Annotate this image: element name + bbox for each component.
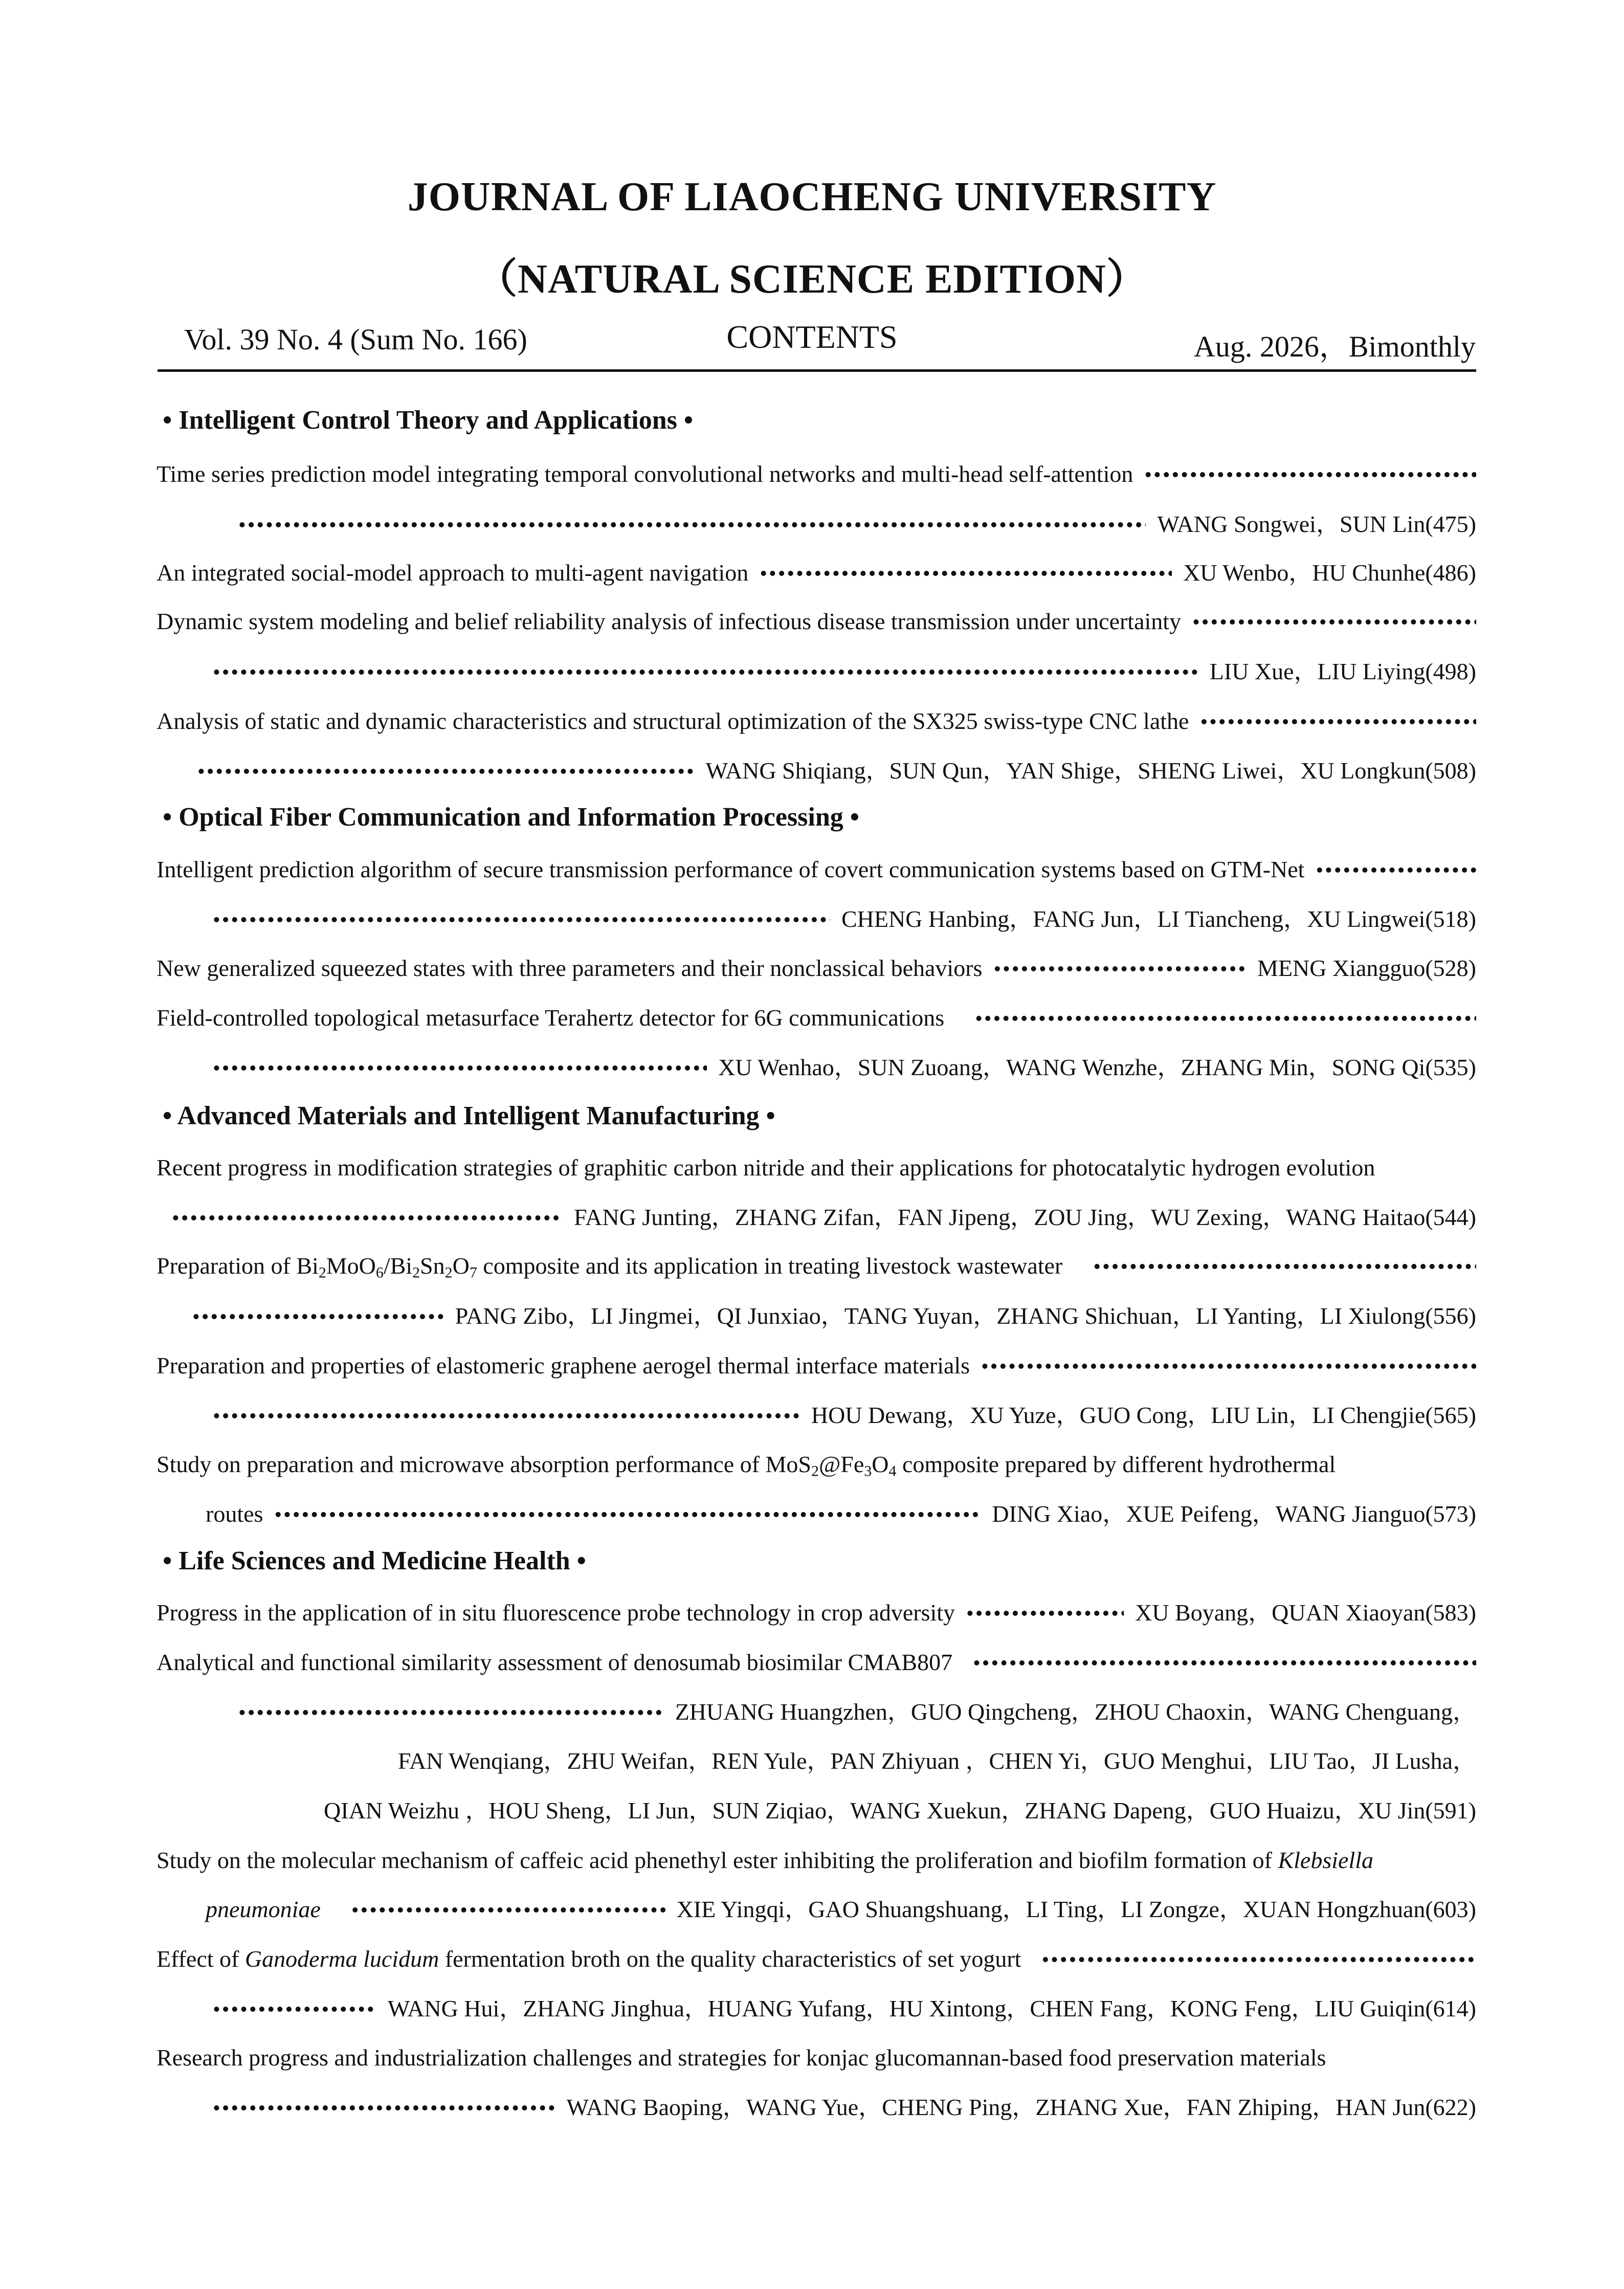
volume-info: Vol. 39 No. 4 (Sum No. 166): [184, 323, 527, 356]
leader-dots: [238, 1695, 664, 1731]
article-title-line: [157, 1150, 1476, 1186]
leader-dots: [213, 1398, 800, 1434]
article-authors: PANG Zibo，LI Jingmei，QI Junxiao，TANG Yuyan，ZHANG Shichuan，LI Yanting，LI Xiulong(556): [455, 1303, 1476, 1329]
article-title: Preparation of $Bi_2MoO_6/Bi_2Sn_2O_7$ composite and its application in treating livestock wastewater: [157, 1253, 1063, 1281]
leader-dots: [966, 1596, 1124, 1632]
leader-dots: [213, 902, 830, 938]
leader-dots: [213, 1051, 707, 1086]
article-authors: WANG Baoping，WANG Yue，CHENG Ping，ZHANG Xue，FAN Zhiping，HAN Jun(622): [566, 2094, 1476, 2120]
article-authors: CHENG Hanbing，FANG Jun，LI Tiancheng，XU Lingwei(518): [841, 906, 1476, 932]
article-authors: DING Xiao，XUE Peifeng，WANG Jianguo(573): [992, 1501, 1476, 1527]
leader-dots: [192, 1299, 444, 1335]
article-authors-line: [157, 654, 1476, 690]
leader-dots: [197, 754, 695, 790]
article-title-line: [157, 1842, 1476, 1878]
article-authors-line: [157, 753, 1476, 789]
article-title: Time series prediction model integrating temporal convolutional networks and multi-head self-attention: [157, 461, 1133, 487]
article-title-continued: routes: [206, 1501, 263, 1527]
article-title: Intelligent prediction algorithm of secure transmission performance of covert communication systems based on GTM-Net: [157, 856, 1305, 882]
article-authors-line: [157, 1991, 1476, 2027]
article-title-line: [157, 456, 1476, 492]
section-heading: • Optical Fiber Communication and Information Processing •: [163, 803, 859, 832]
article-title: Dynamic system modeling and belief reliability analysis of infectious disease transmission under uncertainty: [157, 608, 1182, 634]
article-authors-line: [157, 1892, 1476, 1927]
article-title: Effect of Ganoderma lucidum fermentation broth on the quality characteristics of set yogurt: [157, 1946, 1021, 1972]
article-line: [157, 555, 1476, 591]
article-authors: QIAN Weizhu ，HOU Sheng，LI Jun，SUN Ziqiao，WANG Xuekun，ZHANG Dapeng，GUO Huaizu，XU Jin(591): [324, 1797, 1476, 1824]
article-authors: MENG Xiangguo(528): [1257, 955, 1476, 981]
leader-dots: [975, 1001, 1476, 1037]
leader-dots: [213, 2091, 555, 2126]
article-authors: WANG Shiqiang，SUN Qun，YAN Shige，SHENG Liwei，XU Longkun(508): [705, 758, 1476, 784]
article-title: An integrated social-model approach to multi-agent navigation: [157, 560, 749, 586]
article-title: Preparation and properties of elastomeric graphene aerogel thermal interface materials: [157, 1352, 970, 1379]
leader-dots: [1144, 457, 1476, 493]
contents-heading: CONTENTS: [726, 319, 898, 355]
article-title-line: [157, 1941, 1476, 1977]
article-title: Study on the molecular mechanism of caffeic acid phenethyl ester inhibiting the proliferation and biofilm formation of: [157, 1847, 1272, 1873]
article-authors-line: [157, 1694, 1476, 1730]
article-title: Analysis of static and dynamic characteristics and structural optimization of the SX325 swiss-type CNC lathe: [157, 708, 1189, 734]
article-title: New generalized squeezed states with three parameters and their nonclassical behaviors: [157, 955, 983, 981]
article-title: Progress in the application of in situ fluorescence probe technology in crop adversity: [157, 1599, 955, 1626]
article-title-line: [157, 1348, 1476, 1384]
article-authors-line: [157, 1793, 1476, 1829]
article-title-line: [157, 1447, 1476, 1482]
leader-dots: [197, 507, 1146, 543]
article-authors-line: [157, 1743, 1476, 1779]
section-heading: • Advanced Materials and Intelligent Manufacturing •: [163, 1101, 775, 1130]
article-authors: WANG Hui，ZHANG Jinghua，HUANG Yufang，HU Xintong，CHEN Fang，KONG Feng，LIU Guiqin(614): [387, 1995, 1476, 2021]
article-authors: HOU Dewang，XU Yuze，GUO Cong，LIU Lin，LI Chengjie(565): [811, 1402, 1476, 1428]
header-rule: [158, 369, 1476, 372]
article-authors-line: [157, 1496, 1476, 1532]
article-authors: XU Boyang，QUAN Xiaoyan(583): [1135, 1599, 1476, 1626]
article-authors: XIE Yingqi，GAO Shuangshuang，LI Ting，LI Zongze，XUAN Hongzhuan(603): [676, 1896, 1476, 1922]
article-title: Recent progress in modification strategies of graphitic carbon nitride and their applications for photocatalytic hydrogen evolution: [157, 1154, 1375, 1181]
article-authors-line: [157, 1050, 1476, 1085]
article-authors-line: [157, 1397, 1476, 1433]
leader-dots: [1192, 605, 1476, 640]
issue-date: Aug. 2026，Bimonthly: [1193, 330, 1476, 363]
article-authors-line: [157, 1298, 1476, 1334]
article-authors: XU Wenbo，HU Chunhe(486): [1183, 560, 1476, 586]
journal-edition: （NATURAL SCIENCE EDITION）: [476, 257, 1148, 302]
article-title: Field-controlled topological metasurface Terahertz detector for 6G communications: [157, 1005, 945, 1031]
article-title: Research progress and industrialization challenges and strategies for konjac glucomannan-based food preservation materials: [157, 2044, 1326, 2071]
article-title-italic: Klebsiella: [1278, 1847, 1374, 1873]
article-authors: LIU Xue，LIU Liying(498): [1209, 658, 1476, 684]
article-authors-line: [157, 2090, 1476, 2125]
article-authors-line: [157, 901, 1476, 937]
article-authors: XU Wenhao，SUN Zuoang，WANG Wenzhe，ZHANG Min，SONG Qi(535): [718, 1054, 1476, 1080]
article-title: Analytical and functional similarity assessment of denosumab biosimilar CMAB807: [157, 1649, 953, 1675]
leader-dots: [213, 1992, 376, 2028]
leader-dots: [981, 1349, 1476, 1385]
article-line: [157, 950, 1476, 986]
article-title-line: [157, 1248, 1476, 1284]
leader-dots: [973, 1646, 1476, 1681]
article-title-line: [157, 1644, 1476, 1680]
article-title-line: [157, 2040, 1476, 2076]
leader-dots: [274, 1497, 981, 1533]
leader-dots: [1200, 704, 1476, 740]
article-authors: FAN Wenqiang，ZHU Weifan，REN Yule，PAN Zhiyuan ，CHEN Yi，GUO Menghui，LIU Tao，JI Lusha，: [397, 1748, 1476, 1774]
article-authors-line: [157, 1199, 1476, 1235]
article-title: Study on preparation and microwave absorption performance of $MoS_2@Fe_3O_4$ composite prepared by different hydrothermal: [157, 1451, 1336, 1480]
leader-dots: [213, 655, 1198, 691]
leader-dots: [760, 556, 1172, 592]
article-authors: FANG Junting，ZHANG Zifan，FAN Jipeng，ZOU Jing，WU Zexing，WANG Haitao(544): [574, 1204, 1476, 1230]
leader-dots: [1041, 1942, 1476, 1978]
section-heading: • Life Sciences and Medicine Health •: [163, 1546, 586, 1575]
article-title-line: [157, 703, 1476, 739]
journal-title: JOURNAL OF LIAOCHENG UNIVERSITY: [407, 174, 1217, 219]
leader-dots: [351, 1893, 665, 1928]
article-authors-line: [157, 506, 1476, 542]
article-authors: WANG Songwei，SUN Lin(475): [1157, 511, 1476, 537]
leader-dots: [1316, 853, 1476, 888]
article-title-line: [157, 1000, 1476, 1036]
article-title-line: [157, 604, 1476, 639]
article-authors: ZHUANG Huangzhen，GUO Qingcheng，ZHOU Chaoxin，WANG Chenguang，: [675, 1699, 1476, 1725]
article-title-italic: pneumoniae: [206, 1896, 321, 1922]
article-title-line: [157, 852, 1476, 887]
leader-dots: [1093, 1249, 1476, 1285]
leader-dots: [993, 951, 1246, 987]
section-heading: • Intelligent Control Theory and Applications •: [163, 406, 694, 435]
article-line: [157, 1595, 1476, 1631]
leader-dots: [172, 1201, 563, 1236]
